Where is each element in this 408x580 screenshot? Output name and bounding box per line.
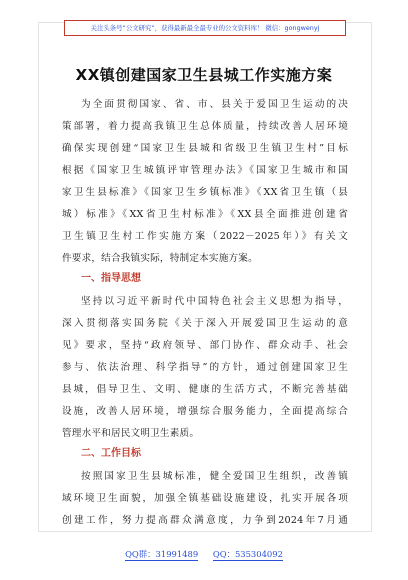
- section1-line: 设施，改善人居环境，增强综合服务能力，全面提高综合: [62, 406, 348, 417]
- intro-line: 确保实现创建“国家卫生县城和省级卫生镇卫生村”目标: [62, 143, 348, 154]
- section-heading-guiding-ideology: 一、指导思想: [81, 273, 141, 284]
- section1-line: 管理水平和居民文明卫生素质。: [62, 428, 200, 439]
- section-heading-work-goals: 二、工作目标: [81, 448, 141, 459]
- intro-line: 家卫生县标准》《国家卫生乡镇标准》《XX省卫生镇（县: [62, 187, 348, 198]
- section2-line: 按照国家卫生县城标准，健全爱国卫生组织，改善镇: [81, 471, 348, 482]
- intro-line: 根据《国家卫生城镇评审管理办法》《国家卫生城市和国: [62, 165, 348, 176]
- intro-line: 策部署，着力提高我镇卫生总体质量，持续改善人居环境: [62, 121, 348, 132]
- section1-line: 县城，倡导卫生、文明、健康的生活方式，不断完善基础: [62, 384, 348, 395]
- qq-link[interactable]: QQ：535304092: [212, 549, 283, 559]
- section2-line: 域环境卫生面貌，加强全镇基础设施建设，扎实开展各项: [62, 493, 348, 504]
- section1-line: 参与、依法治理、科学指导”的方针，通过创建国家卫生: [62, 362, 348, 373]
- section2-line: 创建工作，努力提高群众满意度，力争到2024年7月通: [62, 515, 348, 526]
- qq-group-link[interactable]: QQ群：31991489: [125, 549, 199, 559]
- section1-line: 深入贯彻落实国务院《关于深入开展爱国卫生运动的意: [62, 318, 348, 329]
- promo-banner[interactable]: 关注头条号“公文研究”，获得最新最全最专业的公文资料库！ 微信：gongwenyj: [64, 20, 346, 36]
- intro-line: 城）标准》《XX省卫生村标准》《XX县全面推进创建省: [62, 209, 348, 220]
- intro-line: 件要求，结合我镇实际，特制定本实施方案。: [62, 253, 258, 264]
- section1-line: 见》要求，坚持“政府领导、部门协作、群众动手、社会: [62, 340, 348, 351]
- document-title: XX镇创建国家卫生县城工作实施方案: [75, 66, 333, 84]
- footer-contacts: [0, 549, 408, 561]
- intro-line: 卫生镇卫生村工作实施方案（2022－2025年）》有关文: [62, 231, 348, 242]
- intro-line: 为全面贯彻国家、省、市、县关于爱国卫生运动的决: [81, 99, 348, 110]
- section1-line: 坚持以习近平新时代中国特色社会主义思想为指导，: [81, 296, 348, 307]
